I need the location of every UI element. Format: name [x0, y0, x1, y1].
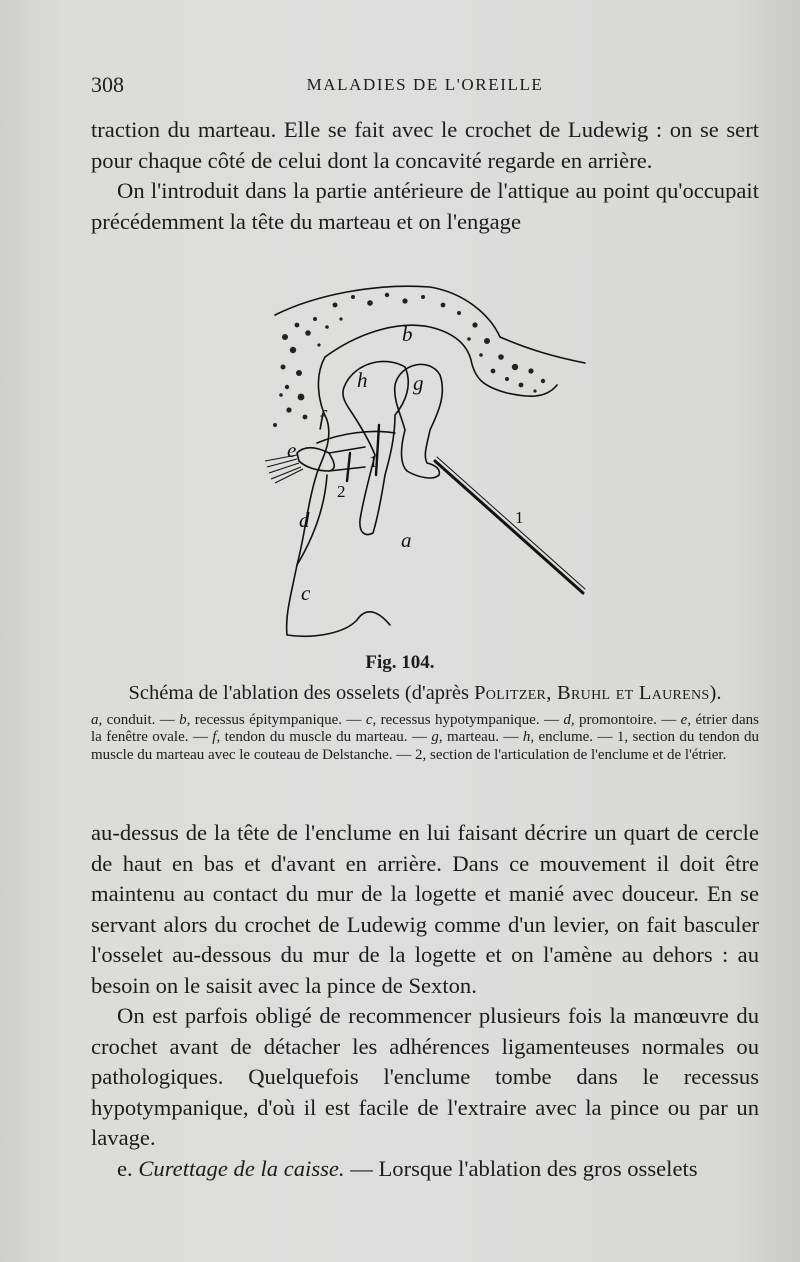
figure-label: Fig. 104. [365, 652, 435, 673]
legend-key: b, [179, 712, 191, 728]
bone-texture [273, 293, 545, 427]
legend-key: a, [91, 712, 103, 728]
intro-text [91, 115, 759, 237]
caption-prefix: Schéma de l'ablation des osselets (d'après [128, 682, 475, 704]
figure-caption [91, 680, 759, 706]
body-text [91, 818, 759, 1184]
page-header [91, 72, 759, 102]
legend-text: recessus épitympanique. — [190, 712, 366, 728]
paragraph: au-dessus de la tête de l'enclume en lui faisant décrire un quart de cercle de haut en bas et d'avant en arrière. Dans ce mouvement il doit être maintenu au contact du mur de la logette et manié avec douceur. En se servant alors du crochet de Ludewig comme d'un levier, on fait basculer l'osselet au-dessous du mur de la logette et on l'amène au dehors : au besoin on le saisit avec la pince de Sexton. [91, 820, 759, 998]
section-text: — Lorsque l'ablation des gros osselets [344, 1155, 698, 1181]
legend-key: g, [431, 729, 443, 746]
legend-text: recessus hypotympanique. — [376, 712, 564, 728]
label-1-knife: 1 [515, 508, 524, 527]
legend-key: f, [212, 729, 221, 746]
figure-legend [91, 712, 759, 764]
incus-shape [343, 361, 408, 534]
stapes-tuft [265, 455, 303, 483]
knife-line [435, 461, 583, 593]
label-b: b [402, 322, 413, 346]
section-title: Curettage de la caisse. [138, 1155, 345, 1181]
legend-key: e, [680, 712, 692, 728]
paragraph: On l'introduit dans la partie antérieure de l'attique au point qu'occupait précédemment la tête du marteau et on l'engage [91, 178, 759, 234]
legend-text: tendon du muscle du marteau. — [220, 729, 432, 746]
running-title: MALADIES DE L'OREILLE [306, 75, 544, 94]
legend-text: enclume. — [534, 729, 617, 746]
label-a: a [401, 528, 412, 552]
legend-text: conduit. — [102, 712, 180, 728]
figure-ossicle-diagram [245, 275, 595, 665]
page-number: 308 [91, 72, 124, 97]
roof-contour [275, 286, 585, 363]
legend-key: c, [365, 712, 377, 728]
label-f: f [319, 406, 325, 430]
section-2-mark [347, 453, 350, 481]
label-c: c [301, 581, 311, 605]
paragraph: traction du marteau. Elle se fait avec le crochet de Ludewig : on se sert pour chaque côté de celui dont la concavité regarde en arrière. [91, 117, 759, 173]
stapes-shape [297, 448, 334, 471]
paragraph: On est parfois obligé de recommencer plusieurs fois la manœuvre du crochet avant de détacher les adhérences ligamenteuses normales ou pathologiques. Quelquefois l'enclume tombe dans le recessus hypotympanique, d'où il est facile de l'extraire avec la pince ou par un lavage. [91, 1003, 759, 1150]
legend-text: étrier dans la fenêtre ovale. — [91, 712, 759, 746]
label-g: g [413, 371, 424, 395]
legend-text: 1, section du tendon du muscle du marteau avec le couteau de Delstanche. — 2, section de l'articulation de l'enclume et de l'étrier. [91, 729, 759, 763]
section-label: e. [117, 1155, 133, 1181]
label-2: 2 [337, 482, 346, 501]
legend-key: d, [563, 712, 575, 728]
legend-key: h, [522, 729, 535, 746]
label-d: d [299, 508, 310, 532]
caption-suffix: ). [709, 682, 722, 704]
label-e: e [287, 438, 297, 462]
legend-text: promontoire. — [574, 712, 681, 728]
legend-text: marteau. — [442, 729, 523, 746]
caption-authors: Politzer, Bruhl et Laurens [474, 682, 710, 704]
label-h: h [357, 368, 368, 392]
section-heading-paragraph [91, 1154, 759, 1185]
ossicle-diagram [245, 275, 595, 665]
label-1-cut: 1 [369, 452, 378, 471]
